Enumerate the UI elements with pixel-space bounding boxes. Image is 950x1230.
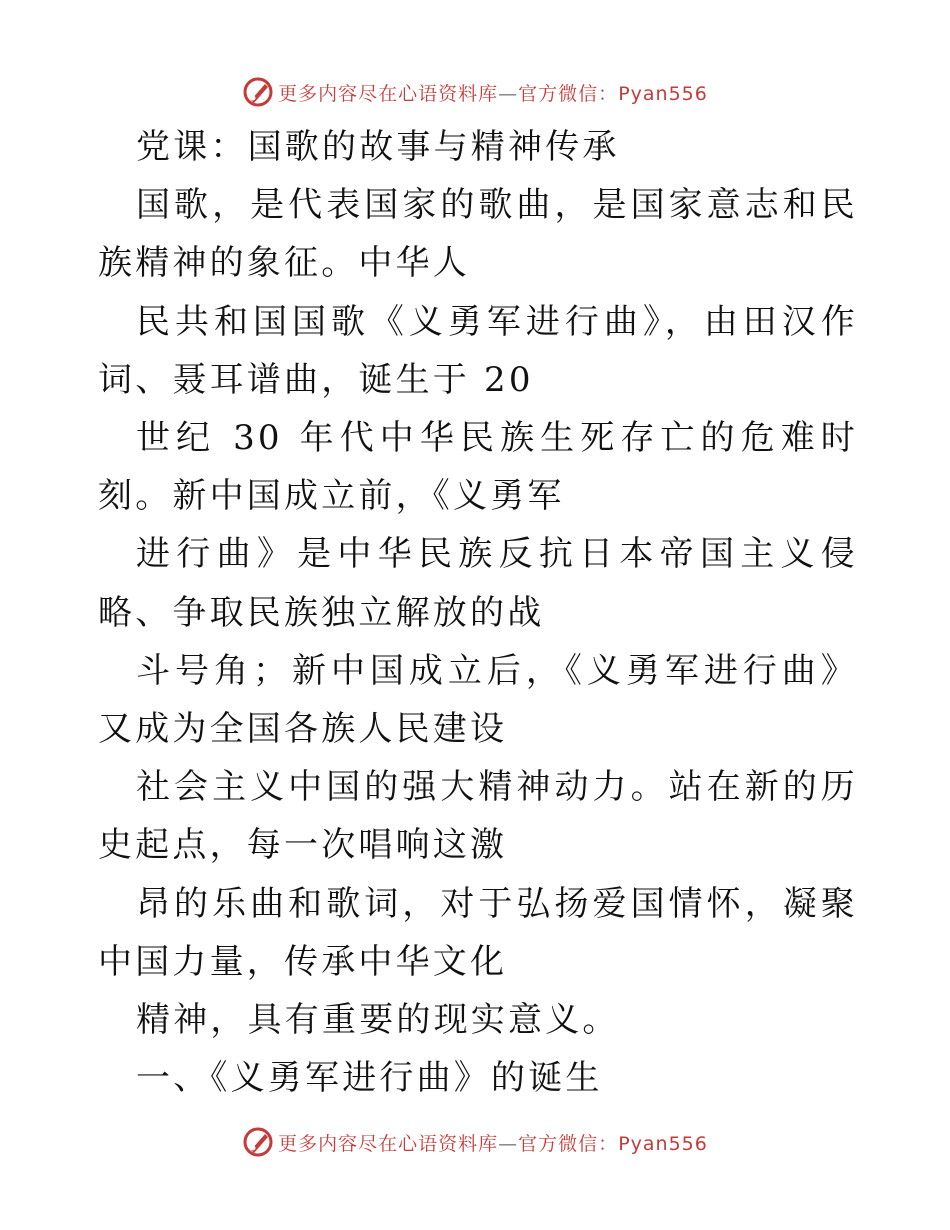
paragraph-line: 社会主义中国的强大精神动力。站在新的历史起点，每一次唱响这激 xyxy=(98,767,858,866)
paragraph-line: 国歌，是代表国家的歌曲，是国家意志和民族精神的象征。中华人 xyxy=(98,185,858,284)
watermark-sub: 官方微信： xyxy=(518,82,619,105)
paragraph-line: 民共和国国歌《义勇军进行曲》，由田汉作词、聂耳谱曲，诞生于 20 xyxy=(98,301,858,400)
pen-logo-icon xyxy=(242,1126,274,1158)
watermark-main: 更多内容尽在心语资料库 xyxy=(278,1132,499,1155)
header-watermark xyxy=(0,72,950,112)
document-title: 党课：国歌的故事与精神传承 xyxy=(136,127,620,167)
pen-logo-icon xyxy=(242,76,274,108)
footer-watermark xyxy=(0,1122,950,1162)
document-body xyxy=(98,118,858,1107)
watermark-account: Pyan556 xyxy=(618,1132,708,1155)
watermark-dash: — xyxy=(498,82,519,105)
paragraph-line: 进行曲》是中华民族反抗日本帝国主义侵略、争取民族独立解放的战 xyxy=(98,534,858,633)
watermark-sub: 官方微信： xyxy=(518,1132,619,1155)
watermark-dash: — xyxy=(498,1132,519,1155)
paragraph-line: 昂的乐曲和歌词，对于弘扬爱国情怀，凝聚中国力量，传承中华文化 xyxy=(98,883,858,982)
watermark-main: 更多内容尽在心语资料库 xyxy=(278,82,499,105)
watermark-account: Pyan556 xyxy=(618,82,708,105)
paragraph-line: 斗号角；新中国成立后，《义勇军进行曲》又成为全国各族人民建设 xyxy=(98,650,858,750)
paragraph-line: 世纪 30 年代中华民族生死存亡的危难时刻。新中国成立前，《义勇军 xyxy=(98,418,858,517)
paragraph-line: 精神，具有重要的现实意义。 xyxy=(136,1000,620,1041)
section-heading: 一、《义勇军进行曲》的诞生 xyxy=(136,1058,603,1099)
